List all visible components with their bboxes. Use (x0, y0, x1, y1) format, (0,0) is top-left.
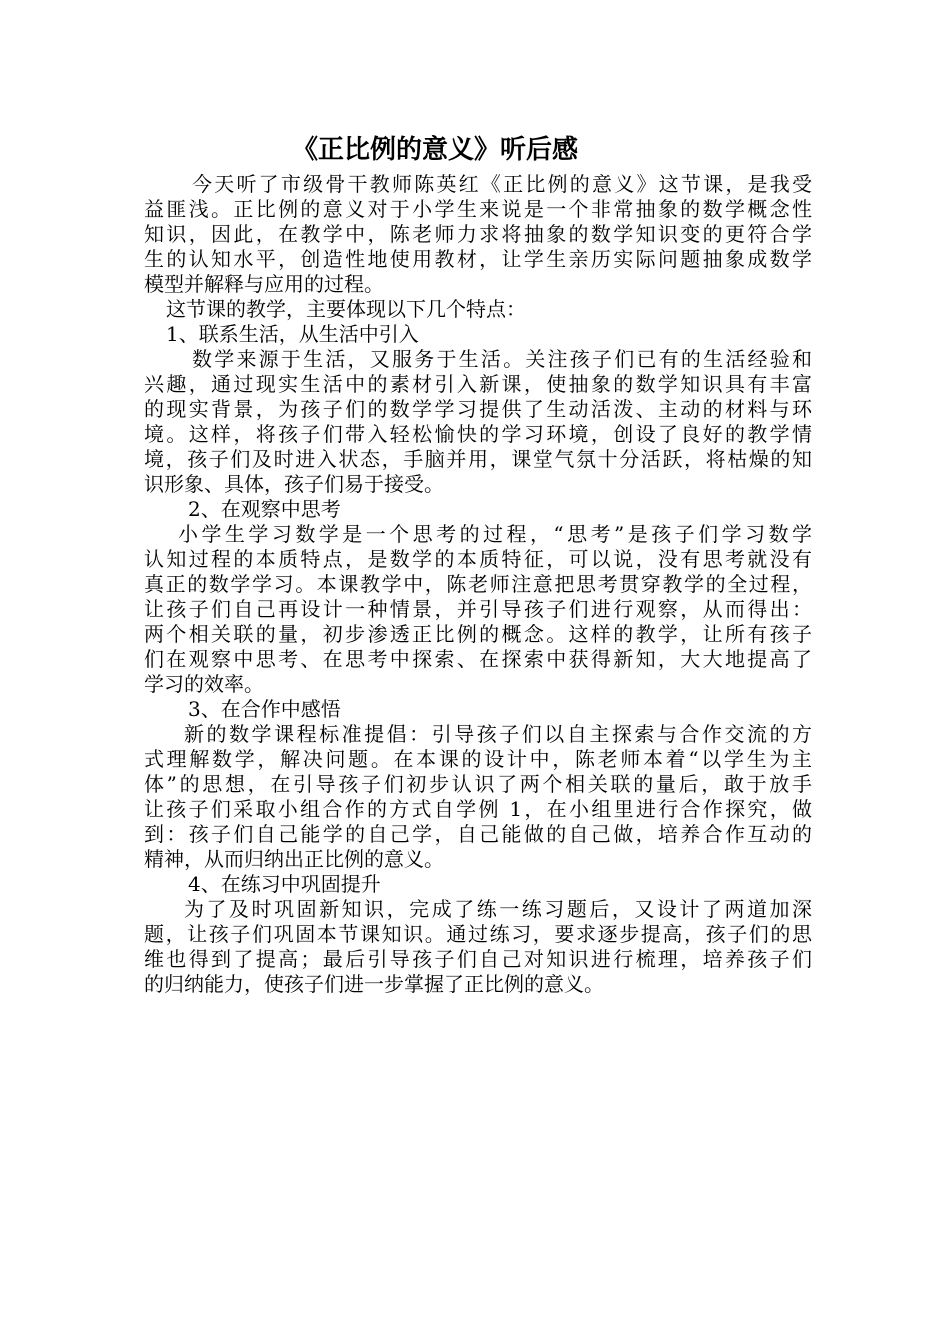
text-line: 的归纳能力，使孩子们进一步掌握了正比例的意义。 (144, 972, 604, 996)
text-line: 让孩子们采取小组合作的方式自学例 1，在小组里进行合作探究，做 (144, 797, 812, 821)
page-title: 《正比例的意义》听后感 (291, 135, 578, 165)
text-line: 们在观察中思考、在思考中探索、在探索中获得新知，大大地提高了 (144, 647, 812, 671)
text-line: 维也得到了提高；最后引导孩子们自己对知识进行梳理，培养孩子们 (144, 947, 812, 971)
text-line: 2、在观察中思考 (188, 497, 341, 521)
text-line: 式理解数学，解决问题。在本课的设计中，陈老师本着“以学生为主 (144, 747, 812, 771)
text-line: 到：孩子们自己能学的自己学，自己能做的自己做，培养合作互动的 (144, 822, 812, 846)
text-line: 体”的思想，在引导孩子们初步认识了两个相关联的量后，敢于放手 (144, 772, 812, 796)
text-line: 数学来源于生活，又服务于生活。关注孩子们已有的生活经验和 (192, 347, 812, 371)
text-line: 境，孩子们及时进入状态，手脑并用，课堂气氛十分活跃，将枯燥的知 (144, 447, 812, 471)
text-line: 题，让孩子们巩固本节课知识。通过练习，要求逐步提高，孩子们的思 (144, 922, 812, 946)
text-line: 小学生学习数学是一个思考的过程，“思考”是孩子们学习数学 (178, 522, 812, 546)
text-line: 为了及时巩固新知识，完成了练一练习题后，又设计了两道加深 (184, 897, 812, 921)
text-line: 新的数学课程标准提倡：引导孩子们以自主探索与合作交流的方 (184, 722, 812, 746)
text-line: 真正的数学学习。本课教学中，陈老师注意把思考贯穿教学的全过程， (144, 572, 812, 596)
text-line: 两个相关联的量，初步渗透正比例的概念。这样的教学，让所有孩子 (144, 622, 812, 646)
text-line: 认知过程的本质特点，是数学的本质特征，可以说，没有思考就没有 (144, 547, 812, 571)
text-line: 模型并解释与应用的过程。 (144, 272, 384, 296)
text-line: 让孩子们自己再设计一种情景，并引导孩子们进行观察，从而得出： (144, 597, 812, 621)
text-line: 的现实背景，为孩子们的数学学习提供了生动活泼、主动的材料与环 (144, 397, 812, 421)
text-line: 4、在练习中巩固提升 (188, 872, 381, 896)
text-line: 兴趣，通过现实生活中的素材引入新课，使抽象的数学知识具有丰富 (144, 372, 812, 396)
text-line: 1、联系生活，从生活中引入 (166, 322, 419, 346)
text-line: 学习的效率。 (144, 672, 264, 696)
text-line: 益匪浅。正比例的意义对于小学生来说是一个非常抽象的数学概念性 (144, 197, 812, 221)
text-line: 识形象、具体，孩子们易于接受。 (144, 472, 444, 496)
text-line: 精神，从而归纳出正比例的意义。 (144, 847, 444, 871)
text-line: 今天听了市级骨干教师陈英红《正比例的意义》这节课，是我受 (192, 172, 812, 196)
text-line: 境。这样，将孩子们带入轻松愉快的学习环境，创设了良好的教学情 (144, 422, 812, 446)
document-body (144, 172, 812, 997)
text-line: 生的认知水平，创造性地使用教材，让学生亲历实际问题抽象成数学 (144, 247, 812, 271)
text-line: 知识，因此，在教学中，陈老师力求将抽象的数学知识变的更符合学 (144, 222, 812, 246)
text-line: 这节课的教学，主要体现以下几个特点： (166, 297, 526, 321)
text-line: 3、在合作中感悟 (188, 697, 341, 721)
